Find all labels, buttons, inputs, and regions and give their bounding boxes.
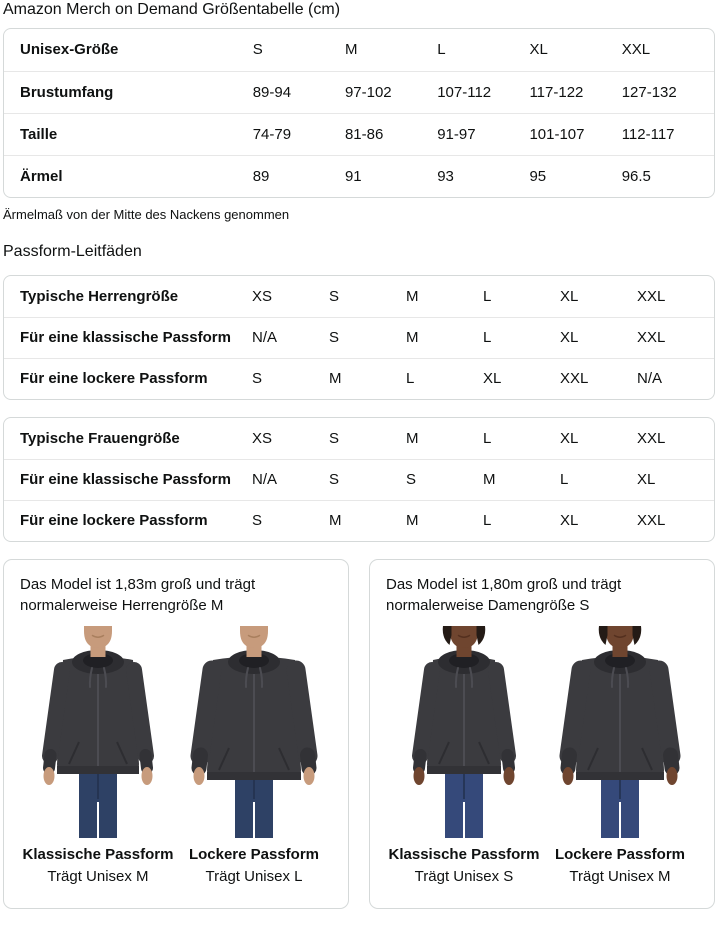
table-cell: 97-102 — [345, 71, 437, 113]
table-cell: 74-79 — [253, 113, 345, 155]
womens-fit-table-card — [3, 417, 715, 542]
mens-fit-table-card — [3, 275, 715, 400]
table-cell: XL — [560, 500, 637, 541]
table-cell: 95 — [529, 155, 621, 197]
table-cell: N/A — [252, 459, 329, 500]
table-row — [4, 317, 714, 358]
model-card-women — [369, 559, 715, 909]
table-cell: 127-132 — [622, 71, 714, 113]
figure-men-classic — [20, 626, 176, 886]
table-cell: S — [406, 459, 483, 500]
fit-guides-title: Passform-Leitfäden — [3, 243, 142, 260]
table-row — [4, 71, 714, 113]
table-row — [4, 500, 714, 541]
figure-women-classic — [386, 626, 542, 886]
table-cell: L — [483, 500, 560, 541]
row-label: Typische Frauengröße — [20, 429, 180, 447]
unisex-size-table — [3, 28, 715, 198]
mens-fit-table — [3, 275, 715, 400]
size-label: Trägt Unisex M — [47, 868, 149, 885]
table-cell: XXL — [637, 500, 714, 541]
table-cell: M — [329, 500, 406, 541]
table-cell: XL — [560, 287, 579, 305]
table-cell: 93 — [437, 155, 529, 197]
table-cell: 117-122 — [529, 71, 621, 113]
table-cell: XL — [637, 459, 714, 500]
table-cell: XS — [252, 287, 273, 305]
fit-label: Klassische Passform — [388, 846, 540, 863]
table-cell: XXL — [637, 317, 714, 358]
row-label: Für eine klassische Passform — [4, 459, 252, 500]
table-cell: M — [344, 41, 358, 58]
table-cell: M — [406, 317, 483, 358]
table-cell: M — [483, 459, 560, 500]
model-photo-women-classic — [389, 626, 539, 838]
table-cell: XXL — [560, 358, 637, 399]
table-cell: XXL — [621, 41, 651, 58]
row-label: Taille — [4, 113, 253, 155]
row-label: Für eine klassische Passform — [4, 317, 252, 358]
sleeve-measurement-note: Ärmelmaß von der Mitte des Nackens genommen — [3, 207, 290, 222]
table-cell: XXL — [637, 287, 666, 305]
row-label: Brustumfang — [4, 71, 253, 113]
table-cell: M — [406, 429, 419, 447]
row-label: Typische Herrengröße — [20, 287, 179, 305]
table-row — [4, 155, 714, 197]
page-title: Amazon Merch on Demand Größentabelle (cm) — [3, 1, 341, 18]
table-row — [4, 29, 714, 71]
model-cards-row — [3, 559, 715, 909]
table-cell: 89-94 — [253, 71, 345, 113]
table-cell: 101-107 — [529, 113, 621, 155]
table-cell: L — [483, 287, 492, 305]
table-cell: S — [252, 500, 329, 541]
fit-label: Lockere Passform — [554, 846, 686, 863]
table-cell: L — [483, 317, 560, 358]
table-cell: XL — [560, 317, 637, 358]
table-cell: N/A — [637, 358, 714, 399]
table-cell: 81-86 — [345, 113, 437, 155]
model-photo-men-classic — [23, 626, 173, 838]
size-label: Trägt Unisex S — [414, 868, 514, 885]
row-label: Unisex-Größe — [20, 41, 119, 58]
table-cell: S — [329, 317, 406, 358]
table-cell: 89 — [253, 155, 345, 197]
table-cell: 107-112 — [437, 71, 529, 113]
size-label: Trägt Unisex M — [569, 868, 671, 885]
table-cell: L — [483, 429, 492, 447]
model-photo-women-loose — [545, 626, 695, 838]
table-row — [4, 358, 714, 399]
table-row — [4, 418, 714, 459]
model-photo-men-loose — [179, 626, 329, 838]
row-label: Ärmel — [4, 155, 253, 197]
table-cell: XL — [560, 429, 579, 447]
table-cell: S — [252, 358, 329, 399]
table-cell: XL — [529, 41, 548, 58]
table-cell: S — [252, 41, 263, 58]
table-cell: M — [406, 287, 419, 305]
table-cell: M — [406, 500, 483, 541]
figure-men-loose — [176, 626, 332, 886]
model-card-men — [3, 559, 349, 909]
table-cell: L — [406, 358, 483, 399]
table-cell: L — [560, 459, 637, 500]
size-label: Trägt Unisex L — [205, 868, 303, 885]
table-cell: XS — [252, 429, 273, 447]
table-cell: XXL — [637, 429, 666, 447]
table-cell: S — [329, 429, 340, 447]
table-cell: XL — [483, 358, 560, 399]
table-cell: L — [437, 41, 446, 58]
table-cell: M — [329, 358, 406, 399]
table-cell: S — [329, 287, 340, 305]
figures-row — [386, 626, 698, 886]
unisex-size-table-card — [3, 28, 715, 198]
womens-fit-table — [3, 417, 715, 542]
table-row — [4, 459, 714, 500]
row-label: Für eine lockere Passform — [4, 358, 252, 399]
model-description: Das Model ist 1,80m groß und trägt normalerweise Damengröße S — [386, 576, 622, 614]
table-cell: 91 — [345, 155, 437, 197]
table-cell: S — [329, 459, 406, 500]
table-cell: 91-97 — [437, 113, 529, 155]
table-cell: 96.5 — [622, 155, 714, 197]
row-label: Für eine lockere Passform — [4, 500, 252, 541]
model-description: Das Model ist 1,83m groß und trägt normalerweise Herrengröße M — [20, 576, 256, 614]
fit-label: Klassische Passform — [22, 846, 174, 863]
table-row — [4, 113, 714, 155]
fit-label: Lockere Passform — [188, 846, 320, 863]
figure-women-loose — [542, 626, 698, 886]
table-cell: 112-117 — [622, 113, 714, 155]
table-row — [4, 276, 714, 317]
figures-row — [20, 626, 332, 886]
table-cell: N/A — [252, 317, 329, 358]
